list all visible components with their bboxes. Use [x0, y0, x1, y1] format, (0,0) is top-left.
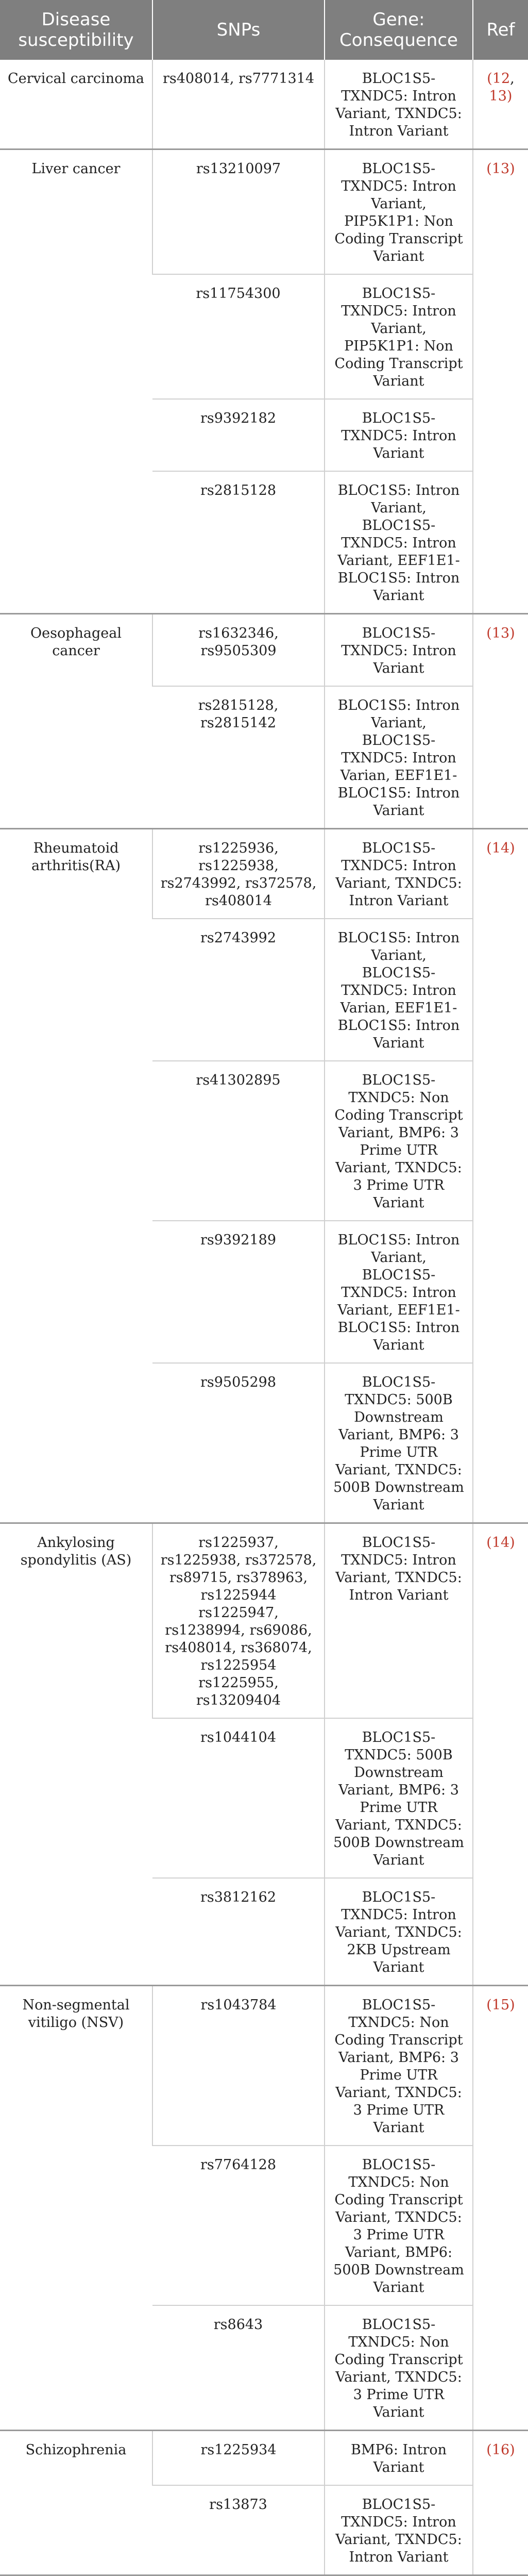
table-row [0, 614, 528, 687]
ref-link[interactable]: 13 [491, 625, 510, 641]
table-row [0, 2431, 528, 2486]
gene-cell: BLOC1S5-TXNDC5: Intron Variant [325, 399, 473, 471]
snps-cell: rs9505298 [152, 1363, 325, 1523]
gene-cell: BLOC1S5-TXNDC5: Intron Variant [325, 614, 473, 687]
table-row [0, 1986, 528, 2146]
snps-cell: rs1225936, rs1225938, rs2743992, rs372578, rs408014 [152, 829, 325, 919]
snps-cell: rs13210097 [152, 149, 325, 275]
gene-cell: BLOC1S5-TXNDC5: Intron Variant, PIP5K1P1: Non Coding Transcript Variant [325, 274, 473, 399]
gene-cell: BLOC1S5-TXNDC5: Non Coding Transcript Variant, BMP6: 3 Prime UTR Variant, TXNDC5: 3 Prime UTR Variant [325, 1061, 473, 1221]
snps-cell: rs9392182 [152, 399, 325, 471]
disease-cell: Liver cancer [0, 149, 152, 614]
gene-cell: BLOC1S5-TXNDC5: 500B Downstream Variant, BMP6: 3 Prime UTR Variant, TXNDC5: 500B Downstream Variant [325, 1718, 473, 1878]
ref-link[interactable]: 14 [491, 1535, 510, 1551]
header-gene: Gene: Consequence [325, 0, 473, 60]
ref-link[interactable]: 13 [489, 88, 507, 104]
snps-cell: rs3812162 [152, 1878, 325, 1986]
ref-cell: (14) [473, 1523, 528, 1986]
snps-cell: rs2815128 [152, 471, 325, 614]
table-row [0, 1523, 528, 1719]
snps-cell: rs1225934 [152, 2431, 325, 2486]
table-row [0, 149, 528, 275]
disease-cell: Ankylosing spondylitis (AS) [0, 1523, 152, 1986]
ref-link[interactable]: 14 [491, 840, 510, 856]
gene-cell: BLOC1S5-TXNDC5: Non Coding Transcript Variant, TXNDC5: 3 Prime UTR Variant [325, 2305, 473, 2431]
header-ref: Ref [473, 0, 528, 60]
snps-cell: rs2815128, rs2815142 [152, 686, 325, 829]
disease-cell: Cervical carcinoma [0, 60, 152, 149]
ref-link[interactable]: 12 [492, 71, 510, 87]
header-disease: Disease susceptibility [0, 0, 152, 60]
snps-cell: rs13873 [152, 2485, 325, 2575]
gene-cell: BLOC1S5-TXNDC5: Intron Variant, TXNDC5: 2KB Upstream Variant [325, 1878, 473, 1986]
gene-cell: BLOC1S5: Intron Variant, BLOC1S5-TXNDC5: Intron Variant, EEF1E1-BLOC1S5: Intron Variant [325, 1221, 473, 1363]
ref-cell: (15) [473, 1986, 528, 2431]
gene-cell: BLOC1S5-TXNDC5: Intron Variant, TXNDC5: Intron Variant [325, 60, 473, 149]
gene-cell: BMP6: Intron Variant [325, 2431, 473, 2486]
gene-cell: BLOC1S5: Intron Variant, BLOC1S5-TXNDC5: Intron Varian, EEF1E1-BLOC1S5: Intron Variant [325, 686, 473, 829]
snps-cell: rs7764128 [152, 2146, 325, 2305]
snps-cell: rs1632346, rs9505309 [152, 614, 325, 687]
disease-cell: Oesophageal cancer [0, 614, 152, 829]
snps-cell: rs1225937, rs1225938, rs372578, rs89715, rs378963, rs1225944 rs1225947, rs1238994, rs69086, rs408014, rs368074, rs1225954 rs1225955, rs13209404 [152, 1523, 325, 1719]
table-row [0, 60, 528, 149]
snps-cell: rs1044104 [152, 1718, 325, 1878]
disease-cell: Non-segmental vitiligo (NSV) [0, 1986, 152, 2431]
ref-cell: (12, 13) [473, 60, 528, 149]
snps-cell: rs408014, rs7771314 [152, 60, 325, 149]
header-row [0, 0, 528, 60]
ref-link[interactable]: 16 [491, 2442, 510, 2458]
snps-cell: rs2743992 [152, 919, 325, 1061]
header-snps: SNPs [152, 0, 325, 60]
snps-cell: rs8643 [152, 2305, 325, 2431]
gene-cell: BLOC1S5-TXNDC5: Intron Variant, TXNDC5: Intron Variant [325, 1523, 473, 1719]
gene-cell: BLOC1S5-TXNDC5: 500B Downstream Variant, BMP6: 3 Prime UTR Variant, TXNDC5: 500B Downstream Variant [325, 1363, 473, 1523]
ref-cell: (13) [473, 614, 528, 829]
snps-cell: rs11754300 [152, 274, 325, 399]
gene-cell: BLOC1S5: Intron Variant, BLOC1S5-TXNDC5: Intron Variant, EEF1E1-BLOC1S5: Intron Variant [325, 471, 473, 614]
disease-cell: Rheumatoid arthritis(RA) [0, 829, 152, 1523]
snps-cell: rs41302895 [152, 1061, 325, 1221]
ref-cell: (16) [473, 2431, 528, 2575]
gene-cell: BLOC1S5-TXNDC5: Non Coding Transcript Variant, BMP6: 3 Prime UTR Variant, TXNDC5: 3 Prime UTR Variant [325, 1986, 473, 2146]
gene-cell: BLOC1S5-TXNDC5: Intron Variant, PIP5K1P1: Non Coding Transcript Variant [325, 149, 473, 275]
gene-cell: BLOC1S5-TXNDC5: Intron Variant, TXNDC5: Intron Variant [325, 2485, 473, 2575]
ref-link[interactable]: 13 [491, 161, 510, 177]
table-row [0, 829, 528, 919]
snps-cell: rs9392189 [152, 1221, 325, 1363]
gene-cell: BLOC1S5-TXNDC5: Non Coding Transcript Variant, TXNDC5: 3 Prime UTR Variant, BMP6: 500B Downstream Variant [325, 2146, 473, 2305]
ref-cell: (13) [473, 149, 528, 614]
ref-link[interactable]: 15 [491, 1997, 510, 2013]
gene-cell: BLOC1S5: Intron Variant, BLOC1S5-TXNDC5: Intron Varian, EEF1E1-BLOC1S5: Intron Variant [325, 919, 473, 1061]
disease-cell: Schizophrenia [0, 2431, 152, 2575]
gene-cell: BLOC1S5-TXNDC5: Intron Variant, TXNDC5: Intron Variant [325, 829, 473, 919]
ref-cell: (14) [473, 829, 528, 1523]
snps-cell: rs1043784 [152, 1986, 325, 2146]
